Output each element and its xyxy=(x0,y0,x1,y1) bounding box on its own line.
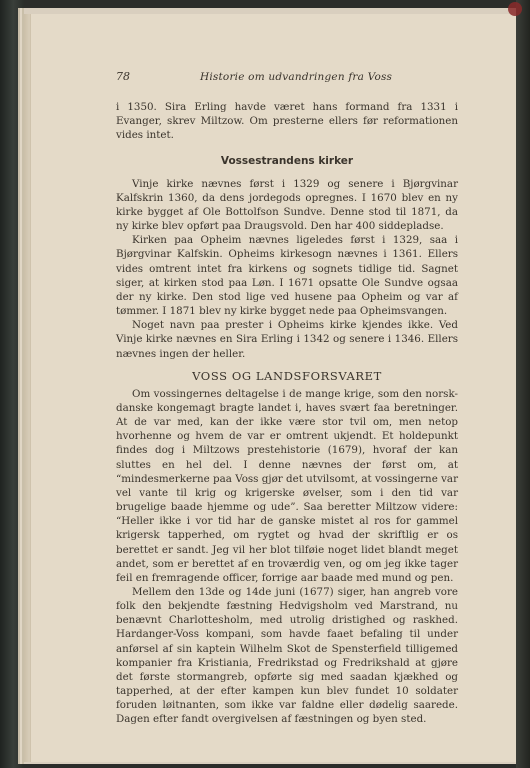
opening-paragraph: i 1350. Sira Erling havde været hans formand fra 1331 i Evanger, skrev Miltzow. Om presterne ellers før reformationen vides intet. xyxy=(116,101,458,142)
running-head xyxy=(116,70,458,88)
section-heading-defense: VOSS OG LANDSFORSVARET xyxy=(192,368,382,383)
paragraph: Kirken paa Opheim nævnes ligeledes først i 1329, saa i Bjørgvinar Kalfskin. Opheims kirkesogn nævnes i 1361. Ellers vides omtrent intet fra kirkens og sognets tidlige tid. Sagnet siger, at kirken stod paa Løn. I 1671 opsatte Ole Sundve ogsaa der ny kirke. Den stod lige ved husene paa Opheim og var af tømmer. I 1871 blev ny kirke bygget nede paa Opheimsvangen. xyxy=(116,234,458,318)
paragraph: Om vossingernes deltagelse i de mange krige, som den norsk-danske kongemagt bragte landet i, haves svært faa beretninger. At de var med, kan der ikke være stor tvil om, men netop hvorhenne og hvem de var er omtrent ukjendt. Et holdepunkt findes dog i Miltzows prestehistorie (1679), hvoraf der kan sluttes en hel del. I denne nævnes der først om, at “mindesmerkerne paa Voss gjør det utvilsomt, at vossingerne var vel vante til krig og krigerske øvelser, som i den tid var brugelige baade hjemme og ude”. Saa beretter Miltzow videre: “Heller ikke i vor tid har de ganske mistet al ros for gammel krigersk tapperhed, om rygtet og hvad der skriftlig er os berettet er sandt. Jeg vil her blot tilføie noget lidet blandt meget andet, som er berettet af en troværdig ven, og om jeg ikke tager feil en fremragende officer, forrige aar baade med mund og pen. xyxy=(116,387,458,584)
corner-mark xyxy=(508,2,522,16)
running-title: Historie om udvandringen fra Voss xyxy=(200,71,393,83)
paragraph: Vinje kirke nævnes først i 1329 og senere i Bjørgvinar Kalfskrin 1360, da dens jordegods opregnes. I 1670 blev en ny kirke bygget af Ole Bottolfson Sundve. Denne stod til 1871, da ny kirke blev opført paa Draugsvold. Den har 400 siddepladse. xyxy=(116,177,458,233)
page-content xyxy=(116,70,458,727)
background-right-edge xyxy=(516,0,530,768)
paragraph: Noget navn paa prester i Opheims kirke kjendes ikke. Ved Vinje kirke nævnes en Sira Erling i 1342 og senere i 1346. Ellers nævnes ingen der heller. xyxy=(116,319,458,360)
paragraph: Mellem den 13de og 14de juni (1677) siger, han angreb vore folk den bekjendte fæstning Hedvigsholm ved Marstrand, nu benævnt Charlottesholm, med utrolig dristighed og raskhed. Hardanger-Voss kompani, som havde faaet befaling til under anførsel af sin kaptein Wilhelm Skot de Spensterfield tilligemed kompanier fra Kristiania, Fredrikstad og Fredrikshald at gjøre det første stormangreb, opførte sig med saadan kjækhed og tapperhed, at der efter kampen kun blev fundet 10 soldater foruden løitnanten, som ikke var faldne eller dødelig saarede. Dagen efter fandt overgivelsen af fæstningen og byen sted. xyxy=(116,586,458,726)
page-number: 78 xyxy=(116,70,130,83)
section-heading-churches: Vossestrandens kirker xyxy=(220,155,354,168)
